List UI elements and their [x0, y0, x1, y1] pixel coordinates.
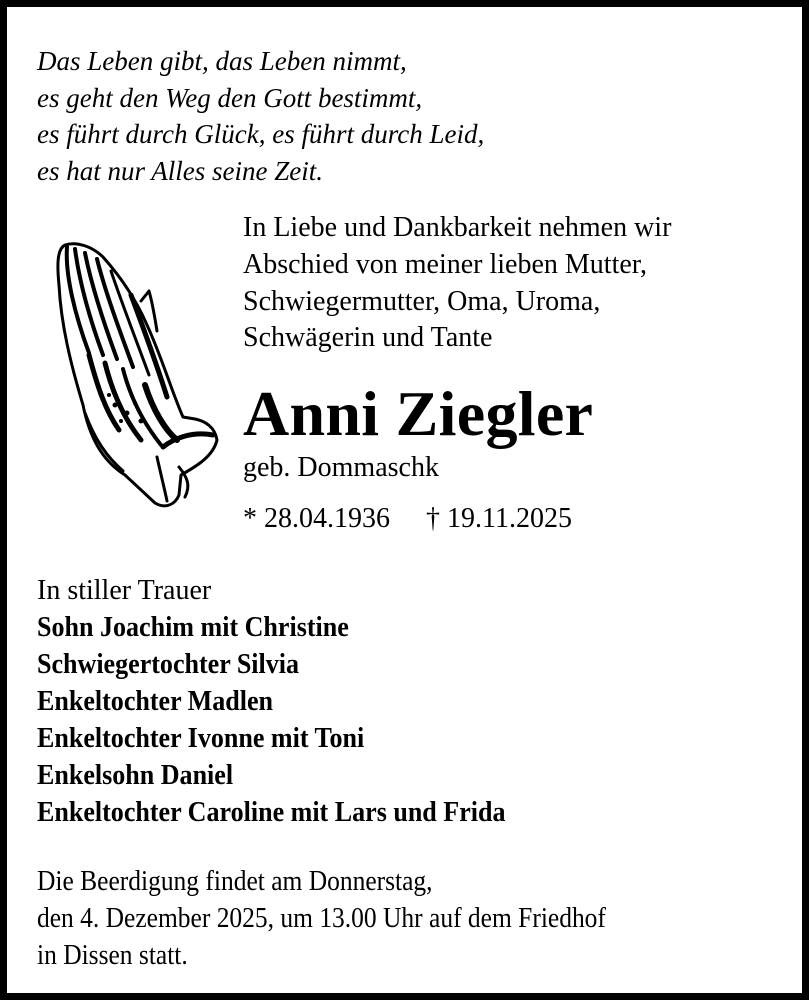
intro-text — [243, 210, 671, 357]
poem-line: es führt durch Glück, es führt durch Leid, — [37, 119, 485, 149]
poem-line: es hat nur Alles seine Zeit. — [37, 155, 323, 186]
praying-hands-icon — [45, 235, 220, 510]
dagger-icon: † — [426, 503, 440, 534]
mourner-item: Sohn Joachim mit Christine — [37, 612, 349, 643]
intro-line: In Liebe und Dankbarkeit nehmen wir — [243, 212, 672, 243]
birth-star-icon: * — [243, 503, 257, 534]
poem — [37, 43, 484, 189]
maiden-name: geb. Dommaschk — [243, 452, 439, 483]
poem-line: Das Leben gibt, das Leben nimmt, — [37, 46, 407, 76]
mourner-item: Enkelsohn Daniel — [37, 760, 234, 791]
mourners-list — [37, 572, 541, 831]
intro-line: Abschied von meiner lieben Mutter, — [243, 248, 647, 280]
life-dates — [243, 502, 572, 536]
deceased-name: Anni Ziegler — [243, 378, 594, 449]
funeral-notice — [37, 863, 662, 974]
mourner-item: Enkeltochter Ivonne mit Toni — [37, 723, 365, 754]
death-date: 19.11.2025 — [447, 503, 572, 534]
mourners-heading: In stiller Trauer — [37, 575, 212, 606]
intro-line: Schwägerin und Tante — [243, 322, 493, 354]
mourner-item: Schwiegertochter Silvia — [37, 649, 300, 680]
birth-date: 28.04.1936 — [264, 503, 390, 534]
funeral-line: in Dissen statt. — [37, 940, 188, 971]
mourner-item: Enkeltochter Caroline mit Lars und Frida — [37, 797, 506, 828]
funeral-line: Die Beerdigung findet am Donnerstag, — [37, 866, 433, 897]
mourner-item: Enkeltochter Madlen — [37, 686, 274, 717]
funeral-line: den 4. Dezember 2025, um 13.00 Uhr auf dem Friedhof — [37, 903, 606, 934]
poem-line: es geht den Weg den Gott bestimmt, — [37, 82, 423, 113]
intro-line: Schwiegermutter, Oma, Uroma, — [243, 285, 601, 317]
